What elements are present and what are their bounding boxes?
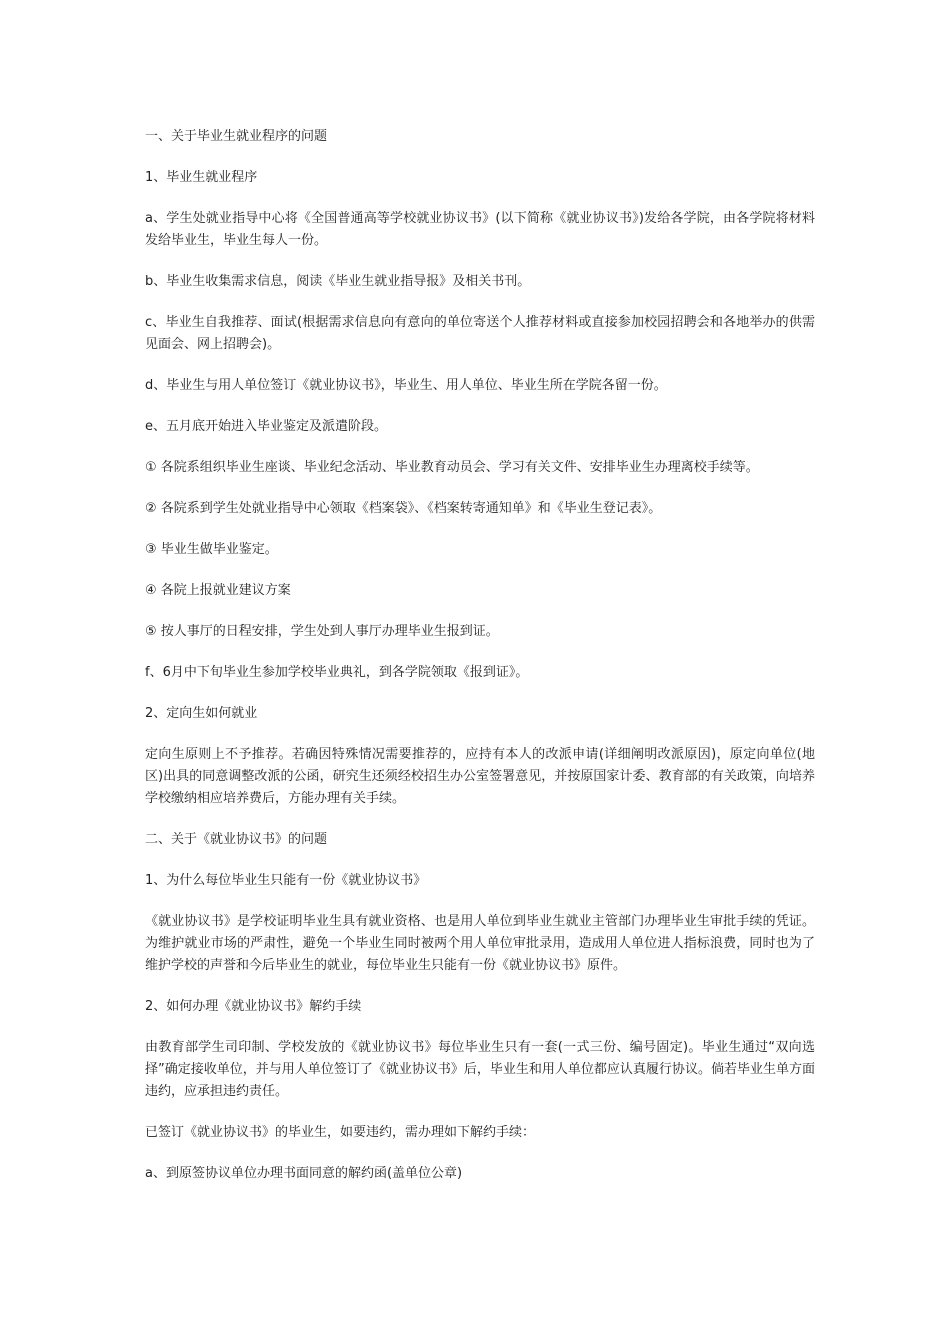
paragraph: e、五月底开始进入毕业鉴定及派遣阶段。	[145, 419, 387, 434]
paragraph: a、学生处就业指导中心将《全国普通高等学校就业协议书》(以下简称《就业协议书》)发给各学院，由各学院将材料发给毕业生，毕业生每人一份。	[145, 211, 815, 248]
paragraph: 《就业协议书》是学校证明毕业生具有就业资格、也是用人单位到毕业生就业主管部门办理毕业生审批手续的凭证。为维护就业市场的严肃性，避免一个毕业生同时被两个用人单位审批录用，造成用人单位进人指标浪费，同时也为了维护学校的声誉和今后毕业生的就业，每位毕业生只能有一份《就业协议书》原件。	[145, 914, 815, 973]
paragraph: b、毕业生收集需求信息，阅读《毕业生就业指导报》及相关书刊。	[145, 274, 531, 289]
section-heading: 二、关于《就业协议书》的问题	[145, 832, 328, 847]
list-item: ① 各院系组织毕业生座谈、毕业纪念活动、毕业教育动员会、学习有关文件、安排毕业生办理离校手续等。	[145, 460, 759, 475]
subsection-heading: 2、定向生如何就业	[145, 706, 258, 721]
subsection-heading: 1、毕业生就业程序	[145, 170, 258, 185]
subsection-heading: 1、为什么每位毕业生只能有一份《就业协议书》	[145, 873, 427, 888]
paragraph: a、到原签协议单位办理书面同意的解约函(盖单位公章)	[145, 1166, 463, 1181]
paragraph: 已签订《就业协议书》的毕业生，如要违约，需办理如下解约手续：	[145, 1125, 536, 1140]
paragraph: d、毕业生与用人单位签订《就业协议书》，毕业生、用人单位、毕业生所在学院各留一份。	[145, 378, 667, 393]
list-item: ② 各院系到学生处就业指导中心领取《档案袋》、《档案转寄通知单》和《毕业生登记表》。	[145, 501, 662, 516]
paragraph: 由教育部学生司印制、学校发放的《就业协议书》每位毕业生只有一套(一式三份、编号固定)。毕业生通过“双向选择”确定接收单位，并与用人单位签订了《就业协议书》后，毕业生和用人单位都应认真履行协议。倘若毕业生单方面违约，应承担违约责任。	[145, 1040, 815, 1099]
subsection-heading: 2、如何办理《就业协议书》解约手续	[145, 999, 362, 1014]
paragraph: f、6月中下旬毕业生参加学校毕业典礼，到各学院领取《报到证》。	[145, 665, 529, 680]
list-item: ⑤ 按人事厅的日程安排，学生处到人事厅办理毕业生报到证。	[145, 624, 499, 639]
section-heading: 一、关于毕业生就业程序的问题	[145, 129, 328, 144]
paragraph: 定向生原则上不予推荐。若确因特殊情况需要推荐的，应持有本人的改派申请(详细阐明改派原因)，原定向单位(地区)出具的同意调整改派的公函，研究生还须经校招生办公室签署意见，并按原国家计委、教育部的有关政策，向培养学校缴纳相应培养费后，方能办理有关手续。	[145, 747, 815, 806]
list-item: ④ 各院上报就业建议方案	[145, 583, 291, 598]
document-body	[145, 126, 815, 1204]
list-item: ③ 毕业生做毕业鉴定。	[145, 542, 278, 557]
paragraph: c、毕业生自我推荐、面试(根据需求信息向有意向的单位寄送个人推荐材料或直接参加校园招聘会和各地举办的供需见面会、网上招聘会)。	[145, 315, 815, 352]
